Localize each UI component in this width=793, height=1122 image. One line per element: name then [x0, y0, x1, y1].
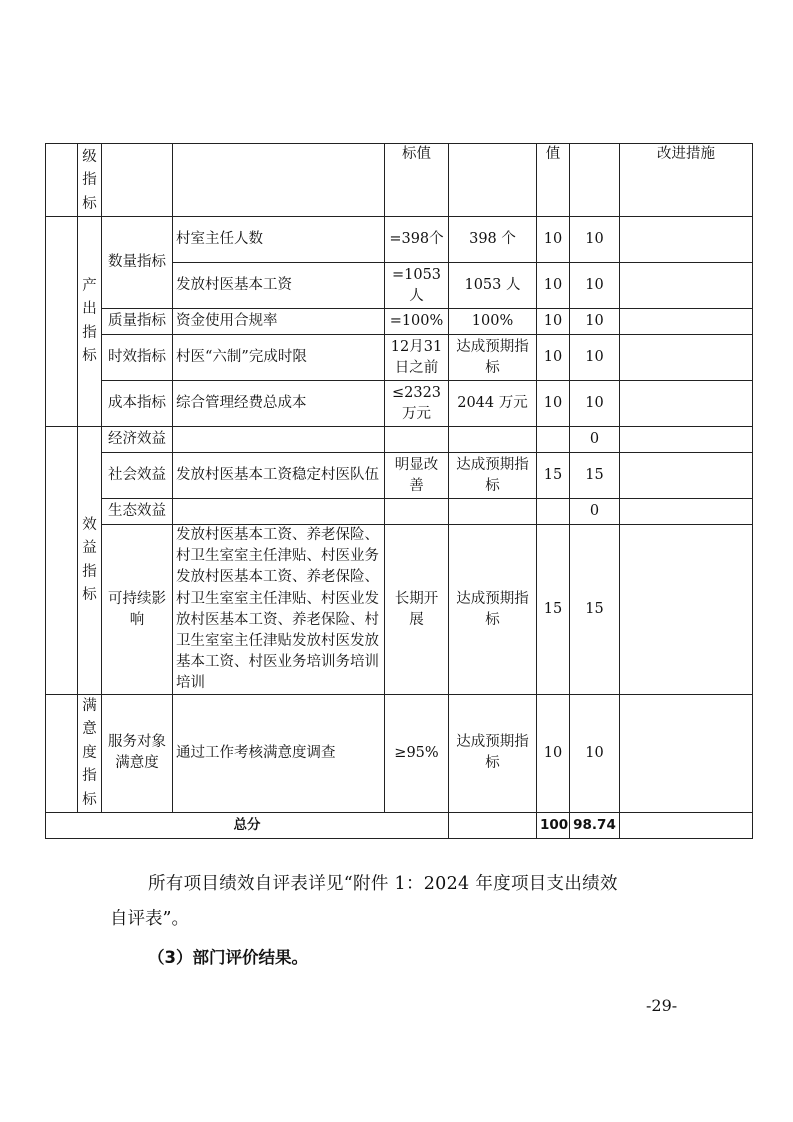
paragraph-line-2: 自评表”。: [110, 909, 189, 929]
weight-cell: 10: [537, 381, 570, 427]
target-cell: ≤2323万元: [385, 381, 449, 427]
note-cell: [620, 427, 753, 453]
actual-cell: 达成预期指标: [449, 694, 537, 812]
score-cell: 10: [570, 309, 620, 335]
score-cell: 10: [570, 694, 620, 812]
indicator-cell: 资金使用合规率: [173, 309, 385, 335]
category-cell: 质量指标: [102, 309, 173, 335]
target-cell: =1053人: [385, 263, 449, 309]
group-label: 满意度指标: [78, 694, 102, 812]
score-cell: 0: [570, 499, 620, 525]
score-cell: 0: [570, 427, 620, 453]
blank-cell: [46, 427, 78, 694]
weight-cell: 10: [537, 694, 570, 812]
indicator-cell: [173, 499, 385, 525]
category-cell: 可持续影响: [102, 525, 173, 694]
actual-cell: 达成预期指标: [449, 453, 537, 499]
blank-cell: [620, 813, 753, 839]
table-row: [46, 694, 753, 812]
actual-cell: [449, 499, 537, 525]
actual-cell: [449, 427, 537, 453]
blank-cell: [46, 217, 78, 427]
table-row: [46, 309, 753, 335]
category-cell: 数量指标: [102, 217, 173, 309]
header-level-indicator: 级指标: [78, 144, 102, 217]
table-row: [46, 525, 753, 694]
total-weight: 100: [537, 813, 570, 839]
score-cell: 15: [570, 525, 620, 694]
indicator-cell: [173, 427, 385, 453]
section-heading: （3）部门评价结果。: [148, 948, 308, 967]
indicator-cell: 综合管理经费总成本: [173, 381, 385, 427]
note-cell: [620, 453, 753, 499]
actual-cell: 398 个: [449, 217, 537, 263]
target-cell: =398个: [385, 217, 449, 263]
note-cell: [620, 525, 753, 694]
total-label: 总分: [46, 813, 449, 839]
actual-cell: 达成预期指标: [449, 335, 537, 381]
page-number: -29-: [646, 996, 678, 1015]
weight-cell: [537, 427, 570, 453]
performance-table: [45, 143, 753, 839]
weight-cell: 10: [537, 309, 570, 335]
paragraph-line-1: 所有项目绩效自评表详见“附件 1：2024 年度项目支出绩效: [148, 874, 618, 894]
note-cell: [620, 263, 753, 309]
note-cell: [620, 694, 753, 812]
actual-cell: 2044 万元: [449, 381, 537, 427]
weight-cell: 15: [537, 453, 570, 499]
header-score-value: 值: [537, 144, 570, 217]
table-row: [46, 453, 753, 499]
score-cell: 10: [570, 381, 620, 427]
table-row: [46, 217, 753, 263]
blank-cell: [449, 813, 537, 839]
score-cell: 10: [570, 335, 620, 381]
actual-cell: 100%: [449, 309, 537, 335]
category-cell: 时效指标: [102, 335, 173, 381]
target-cell: 明显改善: [385, 453, 449, 499]
total-score: 98.74: [570, 813, 620, 839]
actual-cell: 达成预期指标: [449, 525, 537, 694]
table-row: [46, 427, 753, 453]
header-target-value: 标值: [385, 144, 449, 217]
note-cell: [620, 309, 753, 335]
category-cell: 服务对象满意度: [102, 694, 173, 812]
score-cell: 10: [570, 263, 620, 309]
indicator-cell: 村医“六制”完成时限: [173, 335, 385, 381]
note-cell: [620, 381, 753, 427]
total-row: [46, 813, 753, 839]
target-cell: 12月31日之前: [385, 335, 449, 381]
table-row: [46, 335, 753, 381]
category-cell: 社会效益: [102, 453, 173, 499]
score-cell: 15: [570, 453, 620, 499]
category-cell: 成本指标: [102, 381, 173, 427]
table-row: [46, 381, 753, 427]
target-cell: [385, 499, 449, 525]
blank-cell: [46, 694, 78, 812]
indicator-cell: 发放村医基本工资稳定村医队伍: [173, 453, 385, 499]
note-cell: [620, 499, 753, 525]
category-cell: 生态效益: [102, 499, 173, 525]
weight-cell: 10: [537, 263, 570, 309]
actual-cell: 1053 人: [449, 263, 537, 309]
weight-cell: 10: [537, 335, 570, 381]
table-row: [46, 499, 753, 525]
indicator-cell: 村室主任人数: [173, 217, 385, 263]
header-row: [46, 144, 753, 217]
indicator-cell: 通过工作考核满意度调查: [173, 694, 385, 812]
note-cell: [620, 335, 753, 381]
indicator-cell: 发放村医基本工资: [173, 263, 385, 309]
weight-cell: 15: [537, 525, 570, 694]
note-cell: [620, 217, 753, 263]
target-cell: 长期开展: [385, 525, 449, 694]
weight-cell: [537, 499, 570, 525]
target-cell: [385, 427, 449, 453]
score-cell: 10: [570, 217, 620, 263]
target-cell: =100%: [385, 309, 449, 335]
header-improvement-measures: 改进措施: [620, 144, 753, 217]
category-cell: 经济效益: [102, 427, 173, 453]
weight-cell: 10: [537, 217, 570, 263]
indicator-cell: 发放村医基本工资、养老保险、村卫生室室主任津贴、村医业务发放村医基本工资、养老保险、村卫生室室主任津贴、村医业发放村医基本工资、养老保险、村卫生室室主任津贴发放村医发放基本工资、村医业务培训务培训培训: [173, 525, 385, 694]
group-label: 产出指标: [78, 217, 102, 427]
target-cell: ≥95%: [385, 694, 449, 812]
group-label: 效益指标: [78, 427, 102, 694]
